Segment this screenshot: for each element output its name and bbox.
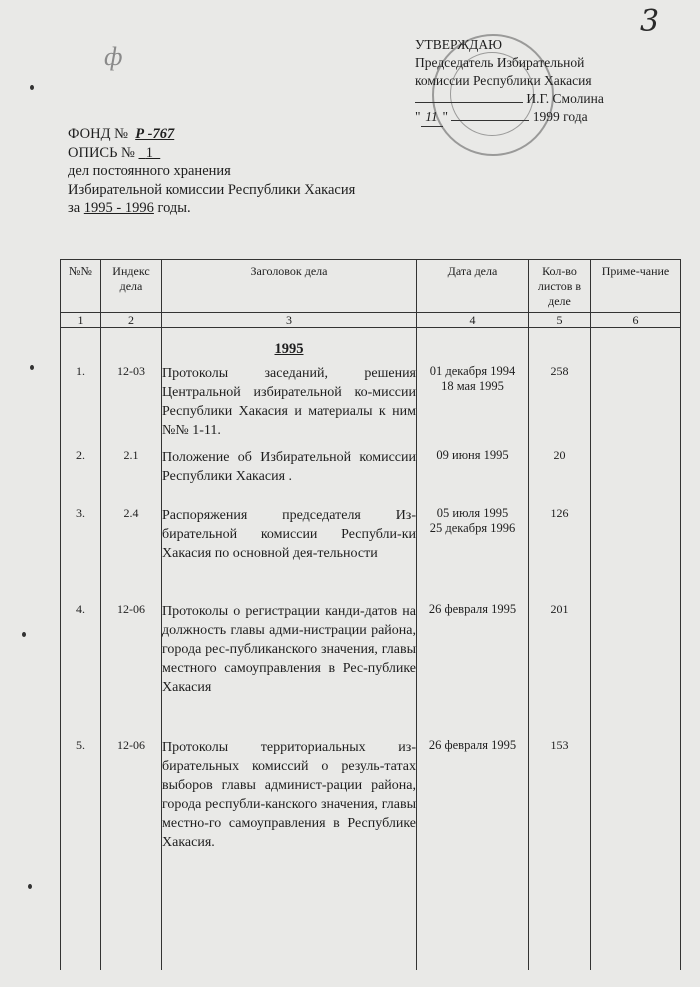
years-prefix: за [68,200,81,216]
row-title: Положение об Избирательной комиссии Республики Хакасия . [162,448,417,506]
page-number: 3 [640,4,660,39]
opis-value [139,145,161,161]
scan-speck [30,365,34,370]
row-index: 12-03 [101,364,162,448]
row-number: 4. [61,602,101,738]
approval-block [415,36,604,127]
row-date-end: 18 мая 1995 [441,379,504,393]
scan-speck [28,884,32,889]
approval-signer: И.Г. Смолина [526,91,604,106]
row-note [591,738,681,970]
col-number: 6 [591,313,681,328]
signature-line [415,90,523,103]
row-title: Протоколы о регистрации канди-датов на должность главы адми-нистрации района, города рес-публиканского значения, главы местного самоуправления в Рес-публике Хакасия [162,602,417,738]
approval-heading: УТВЕРЖДАЮ [415,37,503,52]
fond-line [68,125,355,144]
row-sheet-count: 20 [529,448,591,506]
date-quote-close: " [442,109,449,124]
col-header-index: Индекс дела [101,260,162,313]
approval-date-row [415,108,604,127]
organization-line: Избирательной комиссии Республики Хакасия [68,181,356,198]
row-note [591,506,681,602]
row-sheet-count: 126 [529,506,591,602]
year-section-row [61,328,681,365]
opis-number: 1 [145,144,153,161]
approval-line1: Председатель Избирательной [415,55,585,70]
years-value: 1995 - 1996 [83,200,154,216]
table-row [61,364,681,448]
col-number: 3 [162,313,417,328]
col-header-number: №№ [61,260,101,313]
approval-signature-row [415,90,604,108]
table-row [61,738,681,970]
row-date [417,602,529,738]
approval-date-month-line [451,120,529,121]
row-date-start: 26 февраля 1995 [428,738,517,752]
col-number: 2 [101,313,162,328]
approval-line2: комиссии Республики Хакасия [415,73,592,88]
row-date [417,364,529,448]
col-number: 1 [61,313,101,328]
scan-speck [22,632,26,637]
opis-line [68,144,355,163]
table-row [61,506,681,602]
table-header-row [61,260,681,313]
row-sheet-count: 153 [529,738,591,970]
col-number: 5 [529,313,591,328]
col-header-sheets: Кол-во листов в деле [529,260,591,313]
col-number: 4 [417,313,529,328]
row-date-start: 01 декабря 1994 [429,364,516,378]
row-title: Распоряжения председателя Из-бирательной комиссии Республи-ки Хакасия по основной дея-тельности [162,506,417,602]
fond-label: ФОНД № [68,126,128,142]
row-date-start: 09 июня 1995 [436,448,509,462]
row-title: Протоколы заседаний, решения Центральной избирательной ко-миссии Республики Хакасия и материалы к ним №№ 1-11. [162,364,417,448]
date-quote-open: " [415,109,421,124]
row-index: 12-06 [101,738,162,970]
table-row [61,448,681,506]
row-sheet-count: 201 [529,602,591,738]
scan-speck [30,85,34,90]
row-note [591,448,681,506]
row-index: 12-06 [101,602,162,738]
fond-value: Р -767 [135,126,175,142]
years-suffix: годы. [157,200,191,216]
row-number: 1. [61,364,101,448]
row-number: 2. [61,448,101,506]
row-note [591,364,681,448]
year-section-label: 1995 [274,341,304,357]
row-date-end: 25 декабря 1996 [429,521,516,535]
opis-label: ОПИСЬ № [68,144,135,161]
storage-line: дел постоянного хранения [68,163,231,179]
row-sheet-count: 258 [529,364,591,448]
handwritten-margin-mark: ф [104,42,123,71]
row-date [417,506,529,602]
row-date-start: 26 февраля 1995 [428,602,517,616]
years-line [68,199,355,218]
row-date [417,738,529,970]
col-header-title: Заголовок дела [162,260,417,313]
col-header-date: Дата дела [417,260,529,313]
row-index: 2.1 [101,448,162,506]
row-number: 5. [61,738,101,970]
row-date [417,448,529,506]
row-index: 2.4 [101,506,162,602]
row-date-start: 05 июля 1995 [436,506,509,520]
inventory-table [60,259,681,970]
row-note [591,602,681,738]
row-number: 3. [61,506,101,602]
inventory-header [68,125,355,218]
column-number-row [61,313,681,328]
row-title: Протоколы территориальных из-бирательных комиссий о резуль-татах выборов главы админист-рации района, города республи-канского значения, главы местно-го самоуправления в Республике Хакасия. [162,738,417,970]
col-header-note: Приме-чание [591,260,681,313]
table-row [61,602,681,738]
approval-date-year: 1999 года [532,109,588,124]
approval-date-day: 11 [421,108,443,127]
